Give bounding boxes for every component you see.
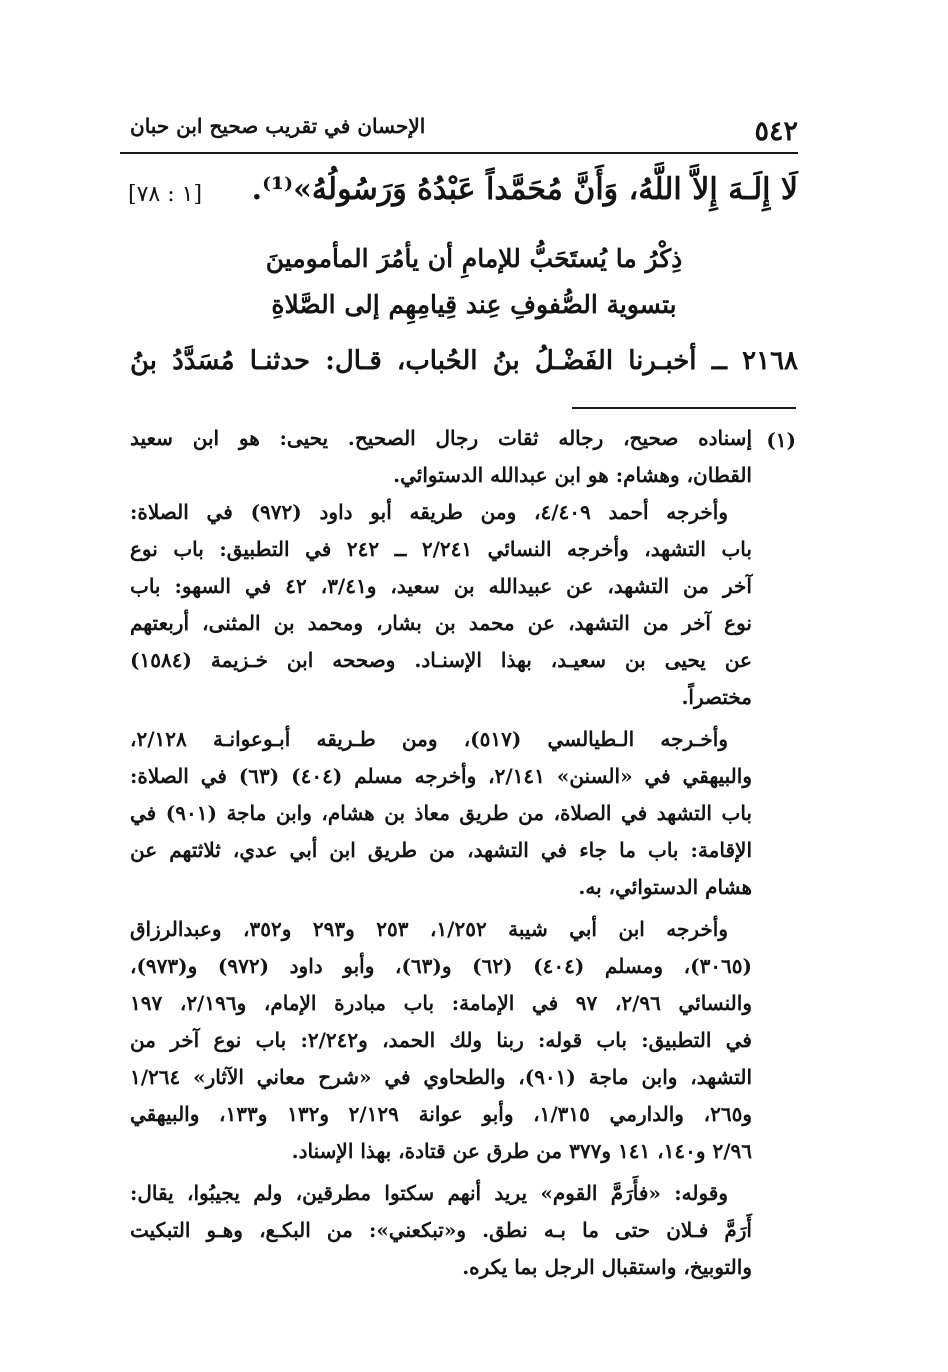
footnote-line: هشام الدستوائي، به.: [578, 875, 752, 899]
footnote-line: الإقامة: باب ما جاء في التشهد، من طريق ابن أبي عدي، ثلاثتهم عن: [130, 838, 752, 862]
chapter-title-line-2: بتسوية الصُّفوفِ عِند قِيامِهِم إلى الصَّلاةِ: [271, 290, 677, 319]
footnote-line: آخر من التشهد، عن عبيدالله بن سعيد، و٣/٤١، ٤٢ في السهو: باب: [130, 574, 752, 598]
footnote-line: والبيهقي في «السنن» ٢/١٤١، وأخرجه مسلم (٤٠٤) (٦٣) في الصلاة:: [130, 764, 752, 788]
footnote-line: باب التشهد، وأخرجه النسائي ٢/٢٤١ ــ ٢٤٢ في التطبيق: باب نوع: [130, 537, 752, 561]
footnote-line: باب التشهد في الصلاة، من طريق معاذ بن هشام، وابن ماجة (٩٠١) في: [130, 801, 752, 825]
footnote-line: القطان، وهشام: هو ابن عبدالله الدستوائي.: [393, 463, 752, 487]
footnote-line: و٢٦٥، والدارمي ١/٣١٥، وأبو عوانة ٢/١٢٩ و١٣٢ و١٣٣، والبيهقي: [130, 1102, 752, 1126]
footnote-line: في التطبيق: باب قوله: ربنا ولك الحمد، و٢/٢٤٢: باب نوع آخر من: [130, 1028, 752, 1052]
hadith-opening-text: ٢١٦٨ ــ أخبـرنا الفَضْـلُ بنُ الحُباب، قـال: حدثنـا مُسَدَّدُ بنُ: [130, 346, 798, 376]
chapter-title-line-1: ذِكْرُ ما يُستَحَبُّ للإمامِ أن يأمُرَ المأمومينَ: [265, 244, 683, 273]
footnote-line: ٢/٩٦ و١٤٠، ١٤١ و٣٧٧ من طرق عن قتادة، بهذا الإسناد.: [291, 1139, 752, 1163]
hadith-ending-text: لَا إِلَـهَ إِلاَّ اللَّهُ، وَأَنَّ مُحَمَّداً عَبْدُهُ وَرَسُولُهُ»⁽¹⁾.: [251, 172, 798, 207]
footnote-marker: (١): [766, 428, 796, 452]
footnote-line: أَرَمَّ فـلان حتى ما بـه نطق. و«تبكعني»: من البكـع، وهـو التبكيت: [130, 1218, 752, 1242]
header-rule: [120, 152, 798, 154]
footnote-line: نوع آخر من التشهد، عن محمد بن بشار، ومحمد بن المثنى، أربعتهم: [130, 611, 752, 635]
page-number: ٥٤٢: [754, 116, 798, 147]
hadith-reference: [١ : ٧٨]: [128, 182, 203, 207]
footnote-line: وأخرجه أحمد ٤/٤٠٩، ومن طريقه أبو داود (٩٧٢) في الصلاة:: [130, 500, 728, 524]
footnote-line: إسناده صحيح، رجاله ثقات رجال الصحيح. يحيى: هو ابن سعيد: [130, 426, 752, 450]
footnote-line: وأخرجه ابن أبي شيبة ١/٢٥٢، ٢٥٣ و٢٩٣ و٣٥٢، وعبدالرزاق: [130, 917, 728, 941]
footnote-line: مختصراً.: [681, 685, 752, 709]
footnote-separator: [572, 407, 796, 409]
footnote-line: عن يحيى بن سعيـد، بهذا الإسنـاد. وصححه ابن خـزيمة (١٥٨٤): [130, 648, 752, 672]
footnote-line: وأخـرجه الـطيالسي (٥١٧)، ومن طـريقه أبـوعوانـة ٢/١٢٨،: [130, 727, 728, 751]
running-title: الإحسان في تقريب صحيح ابن حبان: [130, 114, 426, 138]
footnote-line: (٣٠٦٥)، ومسلم (٤٠٤) (٦٢) و(٦٣)، وأبو داود (٩٧٢) و(٩٧٣)،: [130, 954, 752, 978]
page-header: [120, 102, 798, 146]
footnote-line: وقوله: «فأَرَمَّ القوم» يريد أنهم سكتوا مطرقين، ولم يجيبُوا، يقال:: [130, 1181, 728, 1205]
footnote-line: والنسائي ٢/٩٦، ٩٧ في الإمامة: باب مبادرة الإمام، و٢/١٩٦، ١٩٧: [130, 991, 752, 1015]
footnote-line: والتوبيخ، واستقبال الرجل بما يكره.: [462, 1255, 752, 1279]
footnote-line: التشهد، وابن ماجة (٩٠١)، والطحاوي في «شرح معاني الآثار» ١/٢٦٤: [130, 1065, 753, 1089]
